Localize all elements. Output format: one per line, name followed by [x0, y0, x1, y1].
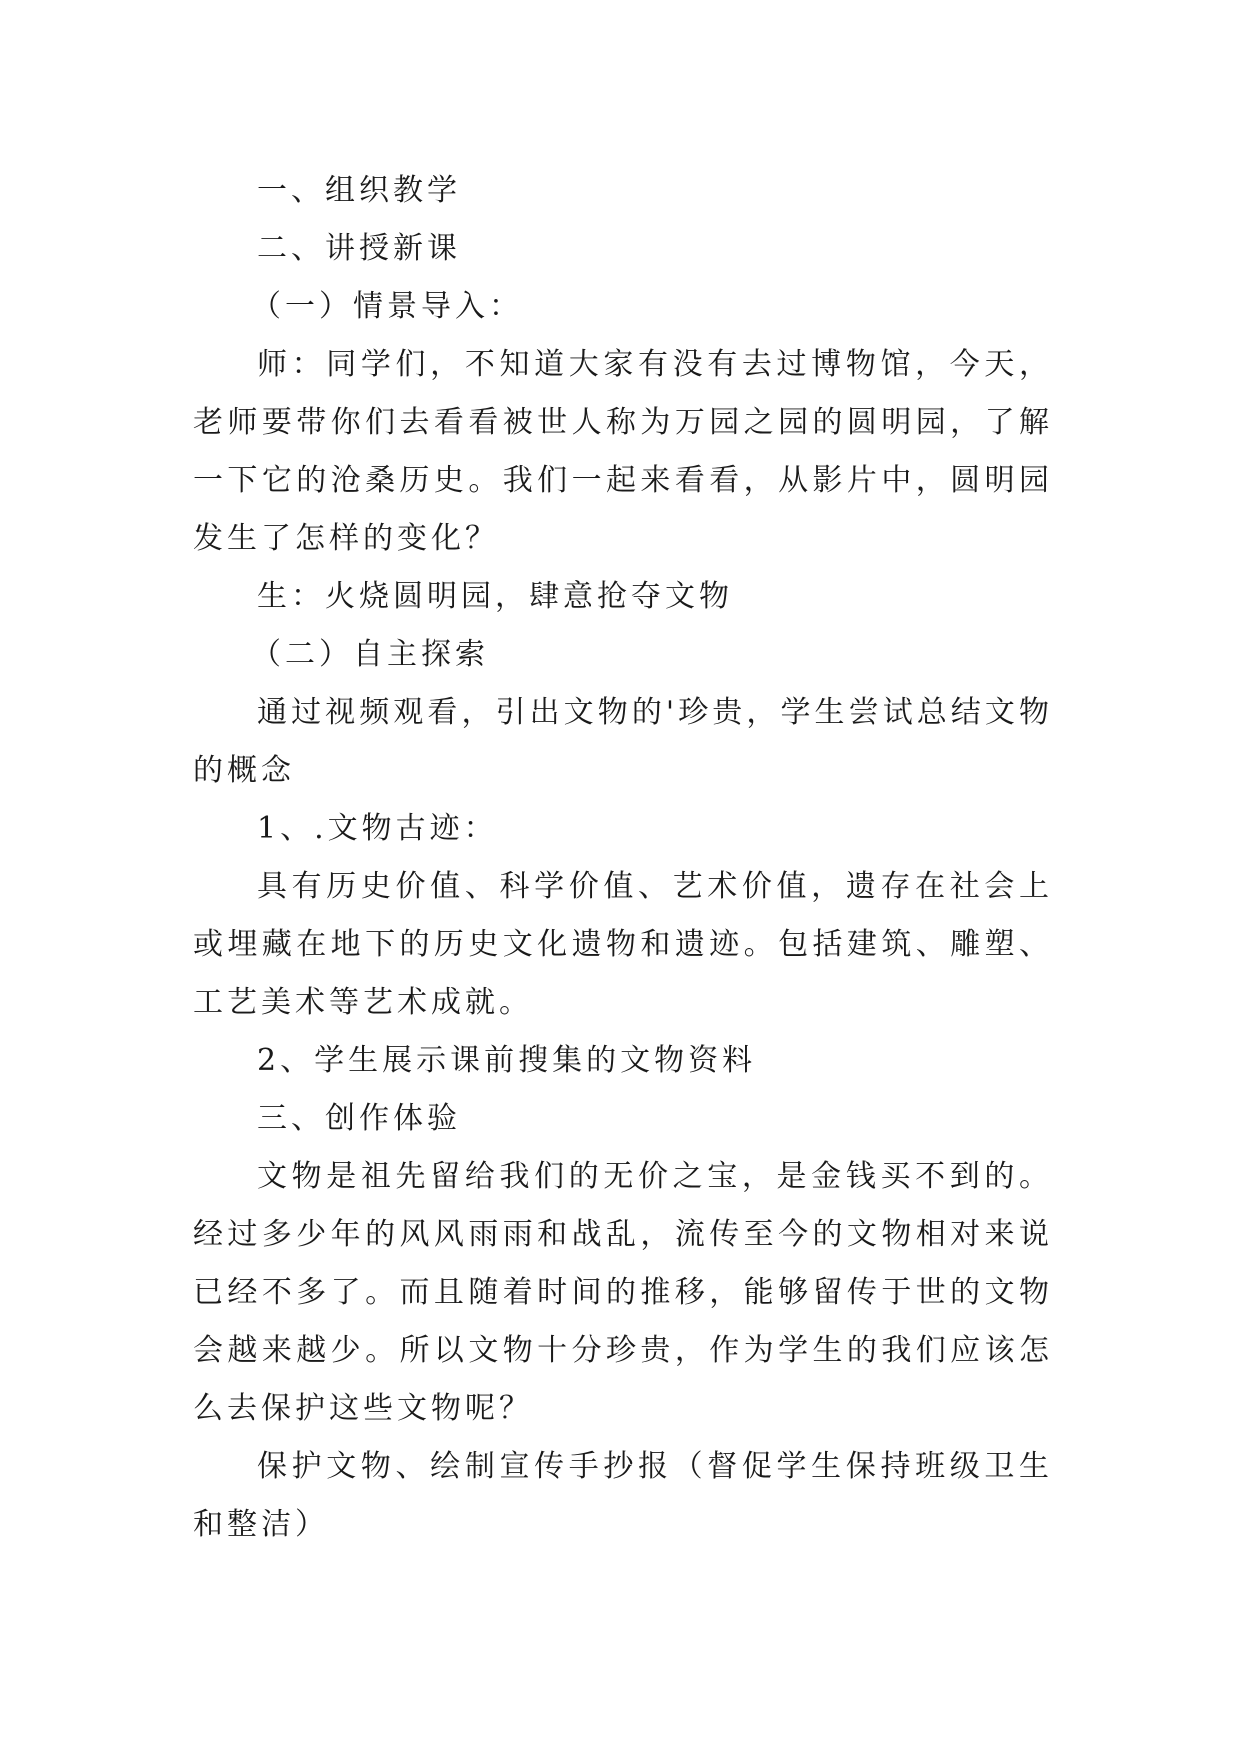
document-body: [193, 162, 1053, 1554]
section-heading-organize: 一、组织教学: [257, 173, 461, 208]
teacher-dialogue-paragraph: 师：同学们，不知道大家有没有去过博物馆，今天，老师要带你们去看看被世人称为万园之园的圆明园，了解一下它的沧桑历史。我们一起来看看，从影片中，圆明园发生了怎样的变化？: [193, 347, 1053, 556]
protection-activity-paragraph: 保护文物、绘制宣传手抄报（督促学生保持班级卫生和整洁）: [193, 1449, 1053, 1542]
section-heading-new-lesson: 二、讲授新课: [257, 231, 461, 266]
student-dialogue-paragraph: 生：火烧圆明园，肆意抢夺文物: [257, 579, 733, 614]
section-heading-creation: 三、创作体验: [257, 1101, 461, 1136]
subsection-heading-intro: （一）情景导入：: [251, 289, 523, 324]
relics-definition-paragraph: 具有历史价值、科学价值、艺术价值，遗存在社会上或埋藏在地下的历史文化遗物和遗迹。包括建筑、雕塑、工艺美术等艺术成就。: [193, 869, 1053, 1020]
list-item-relics-heading: 1、.文物古迹：: [257, 811, 498, 846]
relics-value-paragraph: 文物是祖先留给我们的无价之宝，是金钱买不到的。经过多少年的风风雨雨和战乱，流传至今的文物相对来说已经不多了。而且随着时间的推移，能够留传于世的文物会越来越少。所以文物十分珍贵，作为学生的我们应该怎么去保护这些文物呢？: [193, 1159, 1053, 1426]
video-observation-paragraph: 通过视频观看，引出文物的'珍贵，学生尝试总结文物的概念: [193, 695, 1053, 788]
list-item-student-showcase: 2、学生展示课前搜集的文物资料: [257, 1043, 757, 1078]
subsection-heading-explore: （二）自主探索: [251, 637, 489, 672]
